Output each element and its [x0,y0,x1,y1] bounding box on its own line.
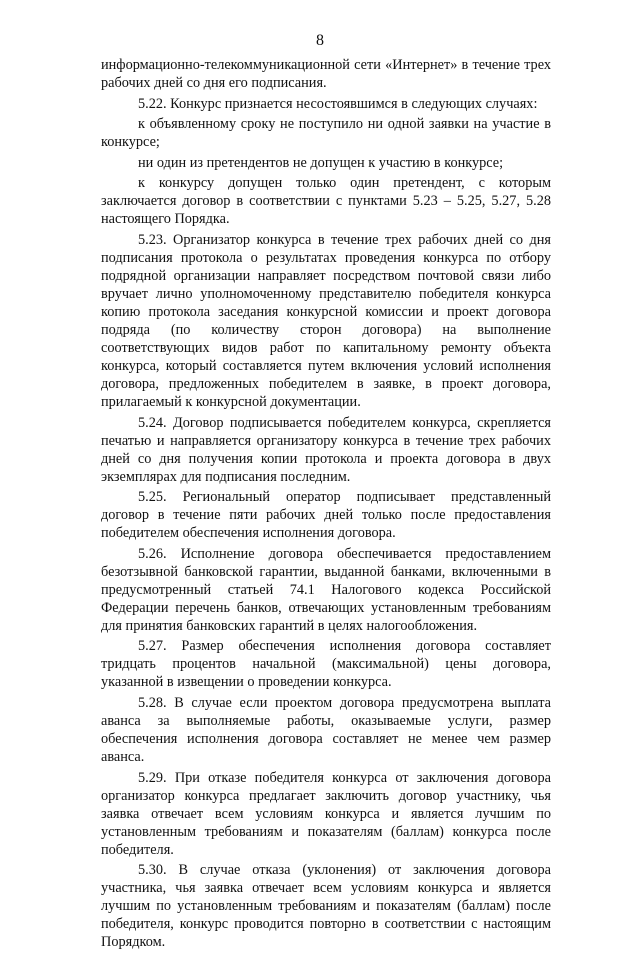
paragraph-5-25: 5.25. Региональный оператор подписывает представленный договор в течение пяти рабочих дней только после предоставления победителем обеспечения исполнения договора. [101,489,551,542]
paragraph-case-1: к объявленному сроку не поступило ни одной заявки на участие в конкурсе; [101,116,551,151]
paragraph-5-26: 5.26. Исполнение договора обеспечивается предоставлением безотзывной банковской гарантии, выданной банками, включенными в предусмотренный статьей 74.1 Налогового кодекса Российской Федерации перечень банков, отвечающих установленным требованиям для принятия банковских гарантий в целях налогообложения. [101,545,551,634]
paragraph-case-2: ни один из претендентов не допущен к участию в конкурсе; [138,154,504,171]
paragraph-5-27: 5.27. Размер обеспечения исполнения договора составляет тридцать процентов начальной (максимальной) цены договора, указанной в извещении о проведении конкурса. [101,638,551,691]
paragraph-5-23: 5.23. Организатор конкурса в течение трех рабочих дней со дня подписания протокола о результатах проведения конкурса по отбору подрядной организации направляет посредством почтовой связи либо вручает лично уполномоченному представителю победителя конкурса копию протокола заседания конкурсной комиссии и проект договора подряда (по количеству сторон договора) на выполнение соответствующих видов работ по капитальному ремонту объекта конкурса, который составляется путем включения условий исполнения договора, предложенных победителем в заявке, в проект договора, прилагаемый к конкурсной документации. [101,231,551,410]
paragraph-5-22: 5.22. Конкурс признается несостоявшимся в следующих случаях: [138,95,538,112]
page-number: 8 [316,32,324,49]
paragraph-continuation: информационно-телекоммуникационной сети «Интернет» в течение трех рабочих дней со дня его подписания. [101,57,551,91]
paragraph-5-30: 5.30. В случае отказа (уклонения) от заключения договора участника, чья заявка отвечает всем условиям конкурса и является лучшим по установленным требованиям и показателям (баллам) после победителя, конкурс проводится повторно в соответствии с настоящим Порядком. [101,862,551,951]
document-body [101,56,551,954]
paragraph-5-29: 5.29. При отказе победителя конкурса от заключения договора организатор конкурса предлагает заключить договор участнику, чья заявка отвечает всем условиям конкурса и является лучшим по установленным требованиям и показателям (баллам) конкурса после победителя. [101,769,551,858]
paragraph-case-3: к конкурсу допущен только один претендент, с которым заключается договор в соответствии с пунктами 5.23 – 5.25, 5.27, 5.28 настоящего Порядка. [101,175,551,228]
paragraph-5-28: 5.28. В случае если проектом договора предусмотрена выплата аванса за выполняемые работы, оказываемые услуги, размер обеспечения исполнения договора составляет не менее чем размер аванса. [101,694,551,765]
paragraph-5-24: 5.24. Договор подписывается победителем конкурса, скрепляется печатью и направляется организатору конкурса в течение трех рабочих дней со дня получения копии протокола и проекта договора в двух экземплярах для подписания последним. [101,414,551,485]
